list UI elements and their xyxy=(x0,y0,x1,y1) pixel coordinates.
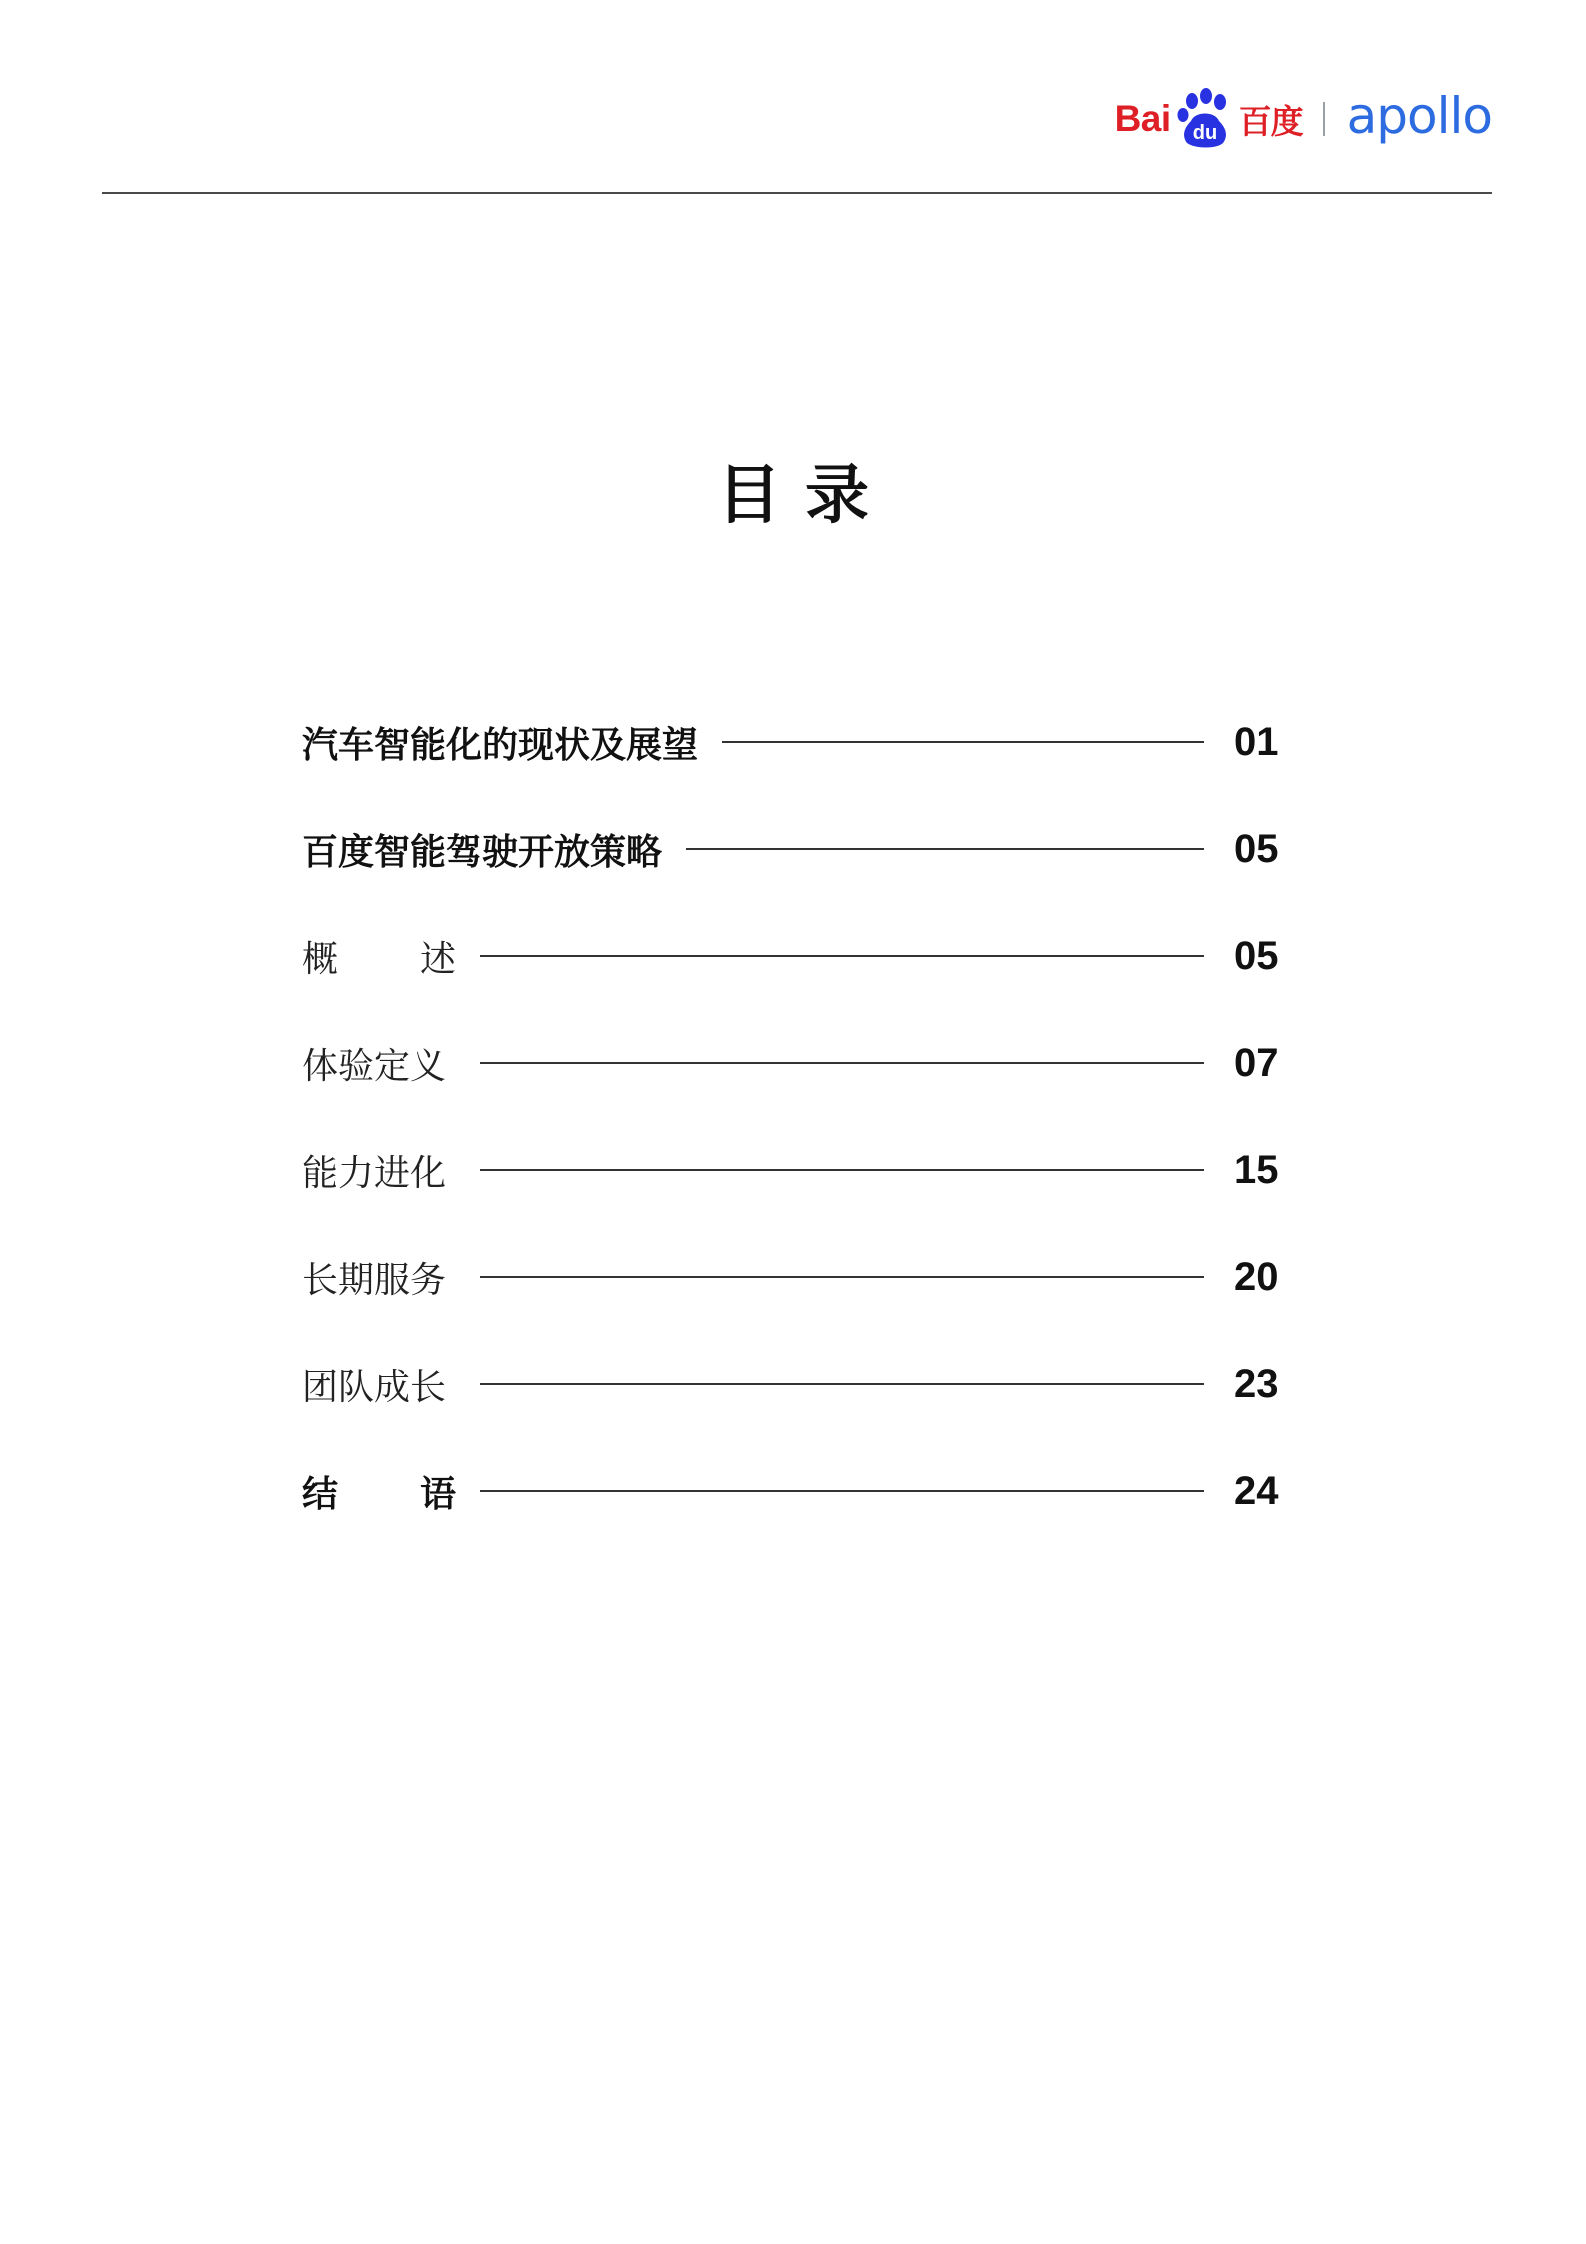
toc-leader-line xyxy=(480,1276,1204,1278)
logo-divider xyxy=(1323,102,1325,136)
toc-page-number: 23 xyxy=(1234,1361,1279,1406)
toc-page-number: 05 xyxy=(1234,826,1279,871)
toc-page-number: 15 xyxy=(1234,1147,1279,1192)
baidu-logo-chinese: 百度 xyxy=(1238,101,1303,141)
toc-entry-label-char: 述 xyxy=(419,938,456,980)
toc-page-number: 24 xyxy=(1234,1468,1279,1513)
toc-leader-line xyxy=(480,1062,1204,1064)
toc-entry-long-term-service[interactable] xyxy=(302,1247,1288,1307)
toc-entry-label-char: 语 xyxy=(419,1473,456,1515)
toc-entry-status-and-outlook[interactable] xyxy=(302,712,1288,772)
header-divider xyxy=(102,192,1492,194)
toc-entry-label-char: 概 xyxy=(302,938,339,980)
apollo-logo-text: apollo xyxy=(1346,87,1492,145)
toc-leader-line xyxy=(686,848,1204,850)
toc-entry-label: 长期服务 xyxy=(302,1259,447,1301)
toc-leader-line xyxy=(480,1490,1204,1492)
toc-entry-open-strategy[interactable] xyxy=(302,819,1288,879)
toc-page-number: 20 xyxy=(1234,1254,1279,1299)
toc-entry-label: 团队成长 xyxy=(302,1366,447,1408)
toc-entry-label: 百度智能驾驶开放策略 xyxy=(302,831,663,873)
toc-leader-line xyxy=(722,741,1204,743)
toc-leader-line xyxy=(480,955,1204,957)
toc-entry-team-growth[interactable] xyxy=(302,1354,1288,1414)
toc-entry-conclusion[interactable] xyxy=(302,1461,1288,1521)
page-title: 目录 xyxy=(717,459,893,533)
toc-page-number: 01 xyxy=(1234,719,1279,764)
toc-entry-label-char: 结 xyxy=(302,1473,339,1515)
toc-entry-label xyxy=(302,931,456,982)
baidu-apollo-logo xyxy=(1115,84,1492,154)
toc-entry-label: 汽车智能化的现状及展望 xyxy=(302,724,699,766)
baidu-logo-text: Bai xyxy=(1114,98,1171,139)
toc-page-number: 07 xyxy=(1234,1040,1279,1085)
baidu-paw-text: du xyxy=(1192,122,1217,144)
toc-leader-line xyxy=(480,1383,1204,1385)
toc-entry-label xyxy=(302,1466,456,1517)
page-header xyxy=(102,0,1492,195)
toc-entry-capability-evolution[interactable] xyxy=(302,1140,1288,1200)
baidu-paw-icon xyxy=(1173,87,1237,151)
toc-leader-line xyxy=(480,1169,1204,1171)
toc-entry-overview[interactable] xyxy=(302,926,1288,986)
toc-entry-experience-definition[interactable] xyxy=(302,1033,1288,1093)
toc-entry-label: 能力进化 xyxy=(302,1152,447,1194)
toc-entry-label: 体验定义 xyxy=(302,1045,447,1087)
toc-page-number: 05 xyxy=(1234,933,1279,978)
